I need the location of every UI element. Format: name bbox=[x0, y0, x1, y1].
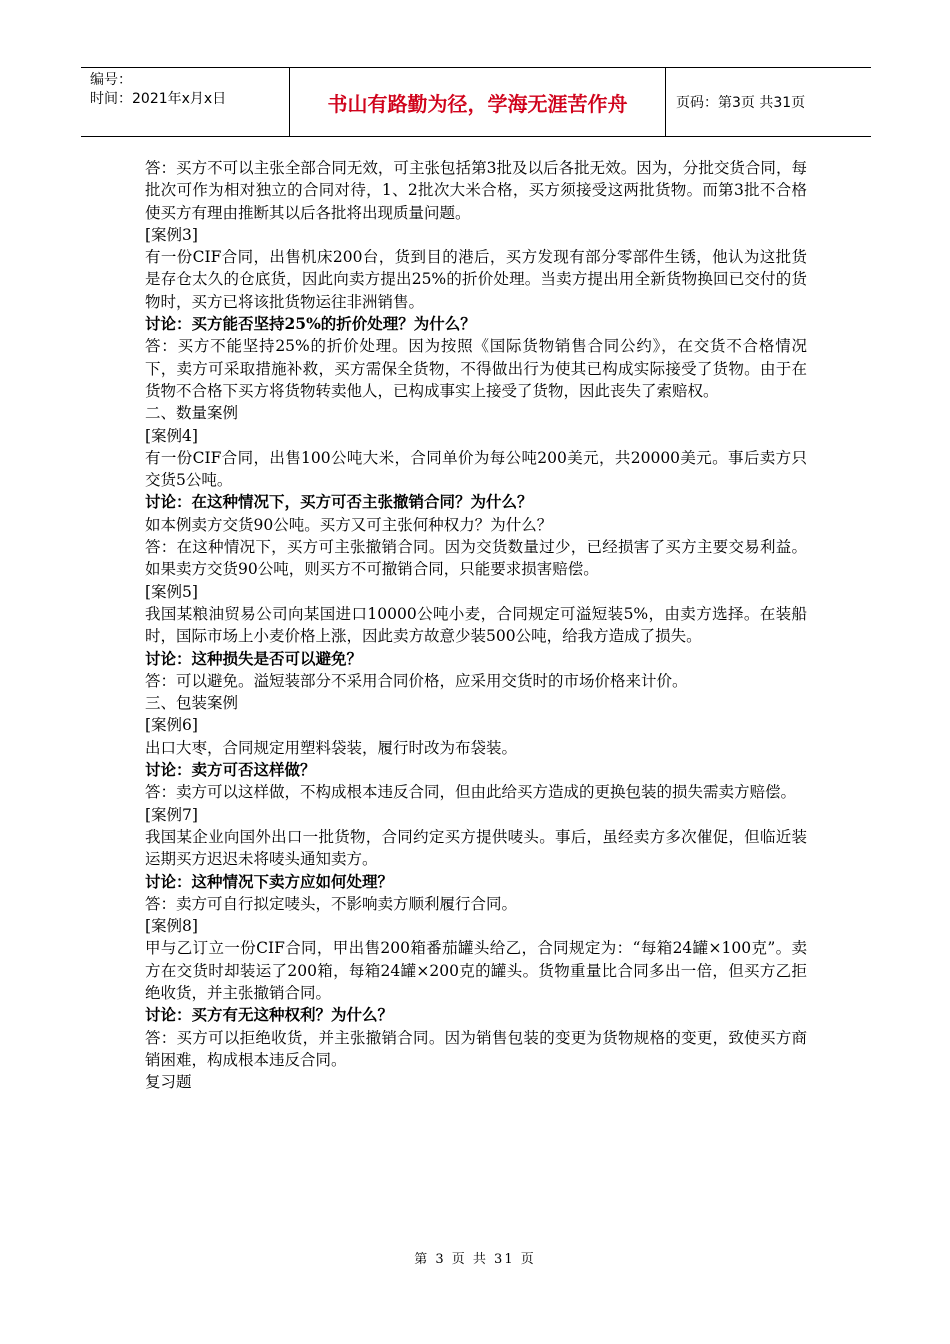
body-paragraph: 我国某企业向国外出口一批货物，合同约定买方提供唛头。事后，虽经卖方多次催促，但临近装运期买方迟迟未将唛头通知卖方。 bbox=[145, 827, 807, 869]
discussion-question: 讨论：卖方可否这样做？ bbox=[145, 760, 316, 780]
body-paragraph: 答：卖方可自行拟定唛头，不影响卖方顺利履行合同。 bbox=[145, 894, 518, 913]
body-paragraph: 如本例卖方交货90公吨。买方又可主张何种权力？为什么？ bbox=[145, 515, 553, 534]
body-paragraph: 三、包装案例 bbox=[145, 694, 239, 713]
body-paragraph: [案例5] bbox=[145, 582, 198, 601]
body-paragraph: 有一份CIF合同，出售100公吨大米，合同单价为每公吨200美元，共20000美元。事后卖方只交货5公吨。 bbox=[145, 448, 807, 490]
body-paragraph: [案例8] bbox=[145, 917, 198, 936]
header-page-number: 页码：第3页 共31页 bbox=[666, 68, 872, 137]
body-paragraph: [案例3] bbox=[145, 225, 198, 244]
document-body bbox=[145, 157, 807, 1093]
document-date-label: 时间：2021年x月x日 bbox=[90, 91, 227, 107]
body-paragraph: 答：买方不可以主张全部合同无效，可主张包括第3批及以后各批无效。因为，分批交货合同，每批次可作为相对独立的合同对待，1、2批次大米合格，买方须接受这两批货物。而第3批不合格使买方有理由推断其以后各批将出现质量问题。 bbox=[145, 159, 807, 222]
body-paragraph: [案例7] bbox=[145, 805, 198, 824]
page-footer: 第 3 页 共 31 页 bbox=[414, 1252, 536, 1267]
header-motto: 书山有路勤为径，学海无涯苦作舟 bbox=[290, 68, 666, 137]
body-paragraph: 答：买方不能坚持25%的折价处理。因为按照《国际货物销售合同公约》，在交货不合格情况下，卖方可采取措施补救，买方需保全货物，不得做出行为使其已构成实际接受了货物。由于在货物不合格下买方将货物转卖他人，已构成事实上接受了货物，因此丧失了索赔权。 bbox=[145, 337, 807, 400]
discussion-question: 讨论：在这种情况下，买方可否主张撤销合同？为什么？ bbox=[145, 492, 533, 512]
body-paragraph: 答：买方可以拒绝收货，并主张撤销合同。因为销售包装的变更为货物规格的变更，致使买方商销困难，构成根本违反合同。 bbox=[145, 1028, 807, 1069]
body-paragraph: 答：卖方可以这样做，不构成根本违反合同，但由此给买方造成的更换包装的损失需卖方赔偿。 bbox=[145, 783, 797, 802]
body-paragraph: 二、数量案例 bbox=[145, 404, 239, 423]
body-paragraph: [案例4] bbox=[145, 426, 198, 445]
header-meta bbox=[81, 68, 290, 137]
discussion-question: 讨论：买方有无这种权利？为什么？ bbox=[145, 1005, 394, 1025]
document-number-label: 编号： bbox=[90, 72, 132, 88]
body-paragraph: 有一份CIF合同，出售机床200台，货到目的港后，买方发现有部分零部件生锈，他认为这批货是存仓太久的仓底货，因此向卖方提出25%的折价处理。当卖方提出用全新货物换回已交付的货物时，买方已将该批货物运往非洲销售。 bbox=[145, 248, 807, 311]
discussion-question: 讨论：这种损失是否可以避免？ bbox=[145, 648, 363, 668]
body-paragraph: 我国某粮油贸易公司向某国进口10000公吨小麦，合同规定可溢短装5%，由卖方选择。在装船时，国际市场上小麦价格上涨，因此卖方故意少装500公吨，给我方造成了损失。 bbox=[145, 604, 807, 646]
body-paragraph: 答：可以避免。溢短装部分不采用合同价格，应采用交货时的市场价格来计价。 bbox=[145, 671, 688, 690]
body-paragraph: 出口大枣，合同规定用塑料袋装，履行时改为布袋装。 bbox=[145, 738, 518, 757]
page-header bbox=[81, 67, 871, 137]
body-paragraph: 复习题 bbox=[145, 1073, 192, 1092]
discussion-question: 讨论：这种情况下卖方应如何处理？ bbox=[145, 871, 394, 891]
body-paragraph: 答：在这种情况下，买方可主张撤销合同。因为交货数量过少，已经损害了买方主要交易利益。如果卖方交货90公吨，则买方不可撤销合同，只能要求损害赔偿。 bbox=[145, 538, 807, 579]
discussion-question: 讨论：买方能否坚持25%的折价处理？为什么？ bbox=[145, 314, 476, 334]
body-paragraph: [案例6] bbox=[145, 716, 198, 735]
body-paragraph: 甲与乙订立一份CIF合同，甲出售200箱番茄罐头给乙，合同规定为：“每箱24罐×100克”。卖方在交货时却装运了200箱，每箱24罐×200克的罐头。货物重量比合同多出一倍，但买方乙拒绝收货，并主张撤销合同。 bbox=[145, 939, 807, 1002]
